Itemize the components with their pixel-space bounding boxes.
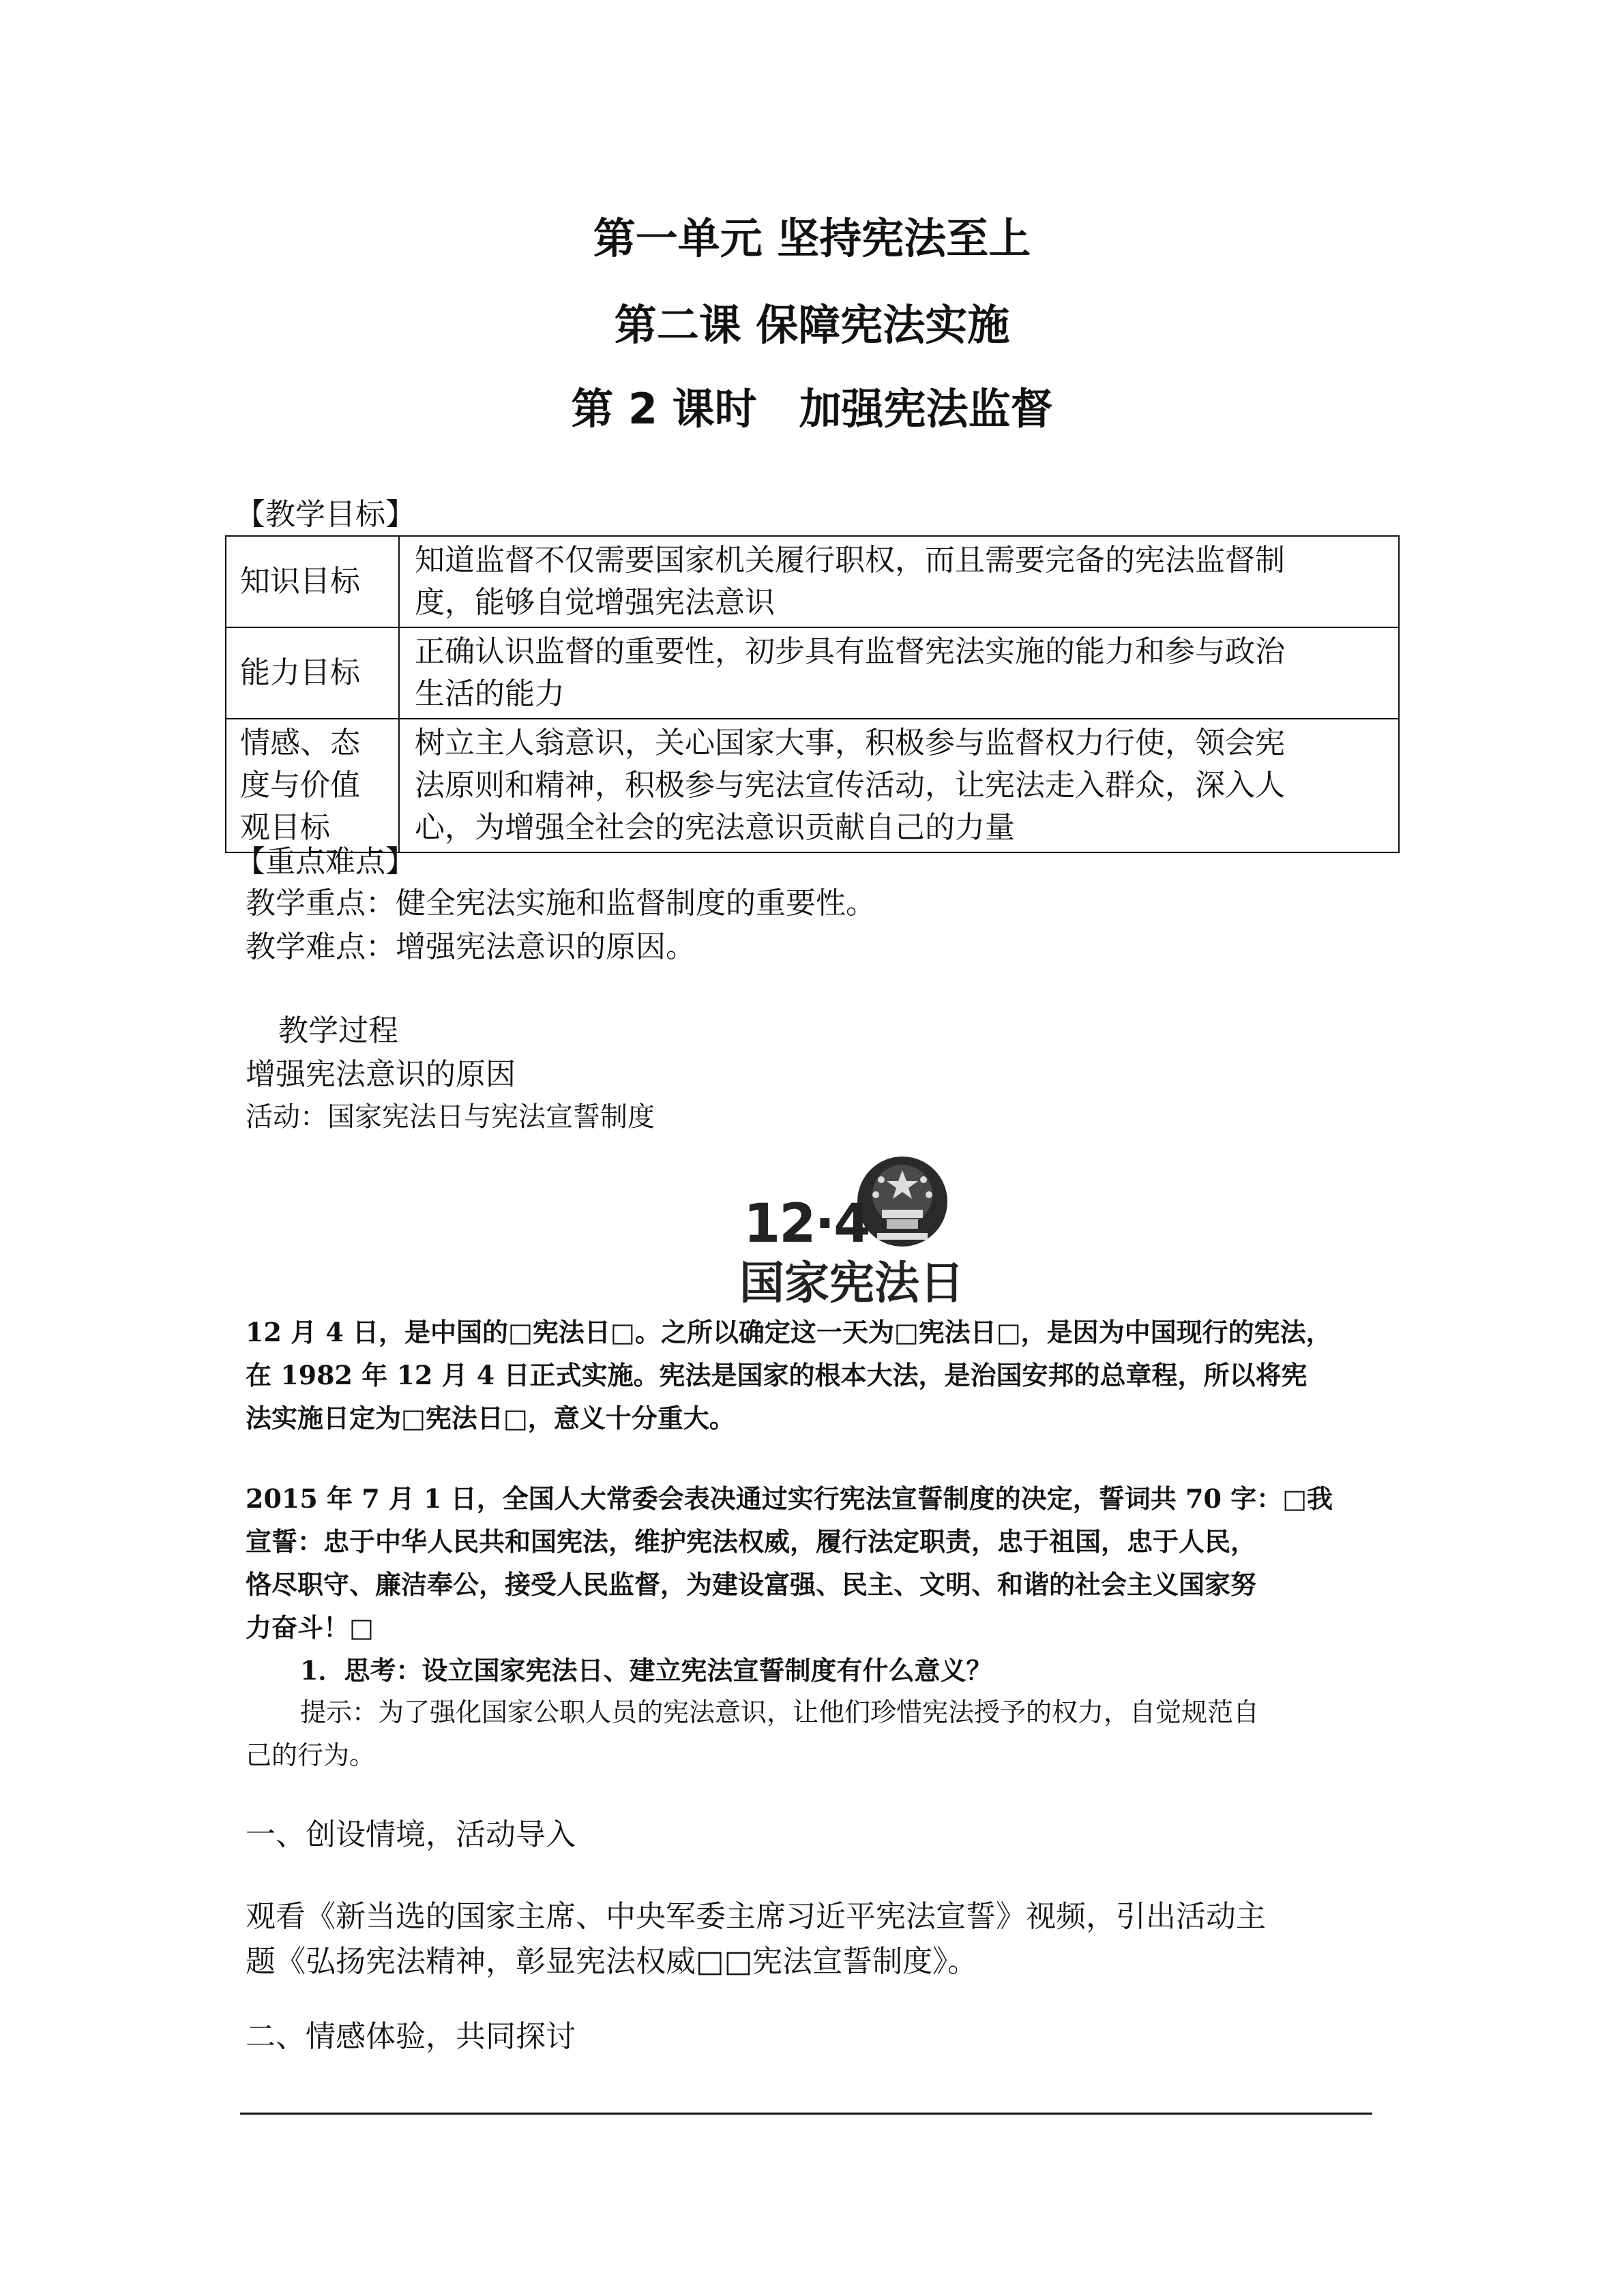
goal-line: 树立主人翁意识，关心国家大事，积极参与监督权力行使，领会宪: [415, 726, 1285, 760]
paragraph-line: 宣誓：忠于中华人民共和国宪法，维护宪法权威，履行法定职责，忠于祖国，忠于人民，: [246, 1526, 1257, 1557]
paragraph-line: 法实施日定为□宪法日□，意义十分重大。: [246, 1403, 735, 1433]
goal-line: 正确认识监督的重要性，初步具有监督宪法实施的能力和参与政治: [415, 634, 1285, 669]
goal-label-line: 情感、态: [240, 726, 360, 760]
reason-heading: 增强宪法意识的原因: [246, 1057, 516, 1092]
paragraph-line: 观看《新当选的国家主席、中央军委主席习近平宪法宣誓》视频，引出活动主: [246, 1899, 1266, 1934]
goal-line: 知道监督不仅需要国家机关履行职权，而且需要完备的宪法监督制: [415, 543, 1285, 578]
paragraph-line: 在 1982 年 12 月 4 日正式实施。宪法是国家的根本大法，是治国安邦的总章程，所以将宪: [246, 1360, 1308, 1390]
period-title: 第 2 课时 加强宪法监督: [571, 384, 1053, 434]
table-row: [226, 719, 1399, 852]
table-row: [226, 536, 1399, 627]
process-heading: 教学过程: [278, 1013, 398, 1048]
watch-paragraph: [246, 1894, 1266, 1984]
goal-label-line: 观目标: [240, 810, 330, 845]
goal-content: [399, 719, 1399, 852]
goal-content: [399, 627, 1399, 719]
teaching-goals-table: [225, 535, 1400, 853]
goal-line: 生活的能力: [415, 676, 565, 711]
goal-label: 知识目标: [226, 536, 399, 627]
table-row: [226, 627, 1399, 719]
paragraph-line: 提示：为了强化国家公职人员的宪法意识，让他们珍惜宪法授予的权力，自觉规范自: [300, 1697, 1260, 1727]
section-two-heading: 二、情感体验，共同探讨: [246, 2019, 576, 2054]
logo-text: 国家宪法日: [739, 1257, 964, 1309]
key-heading: 【重点难点】: [235, 844, 415, 879]
paragraph-line: 己的行为。: [246, 1740, 376, 1770]
goals-heading: 【教学目标】: [235, 497, 415, 532]
goal-label: [226, 719, 399, 852]
constitution-day-logo: [737, 1152, 964, 1309]
logo-date: 12·4: [743, 1193, 870, 1255]
unit-title: 第一单元 坚持宪法至上: [593, 213, 1031, 263]
section-one-heading: 一、创设情境，活动导入: [246, 1817, 576, 1852]
goal-content: [399, 536, 1399, 627]
paragraph-line: 恪尽职守、廉洁奉公，接受人民监督，为建设富强、民主、文明、和谐的社会主义国家努: [246, 1569, 1257, 1600]
oath-paragraph: [246, 1477, 1371, 1649]
think-question: 1．思考：设立国家宪法日、建立宪法宣誓制度有什么意义？: [300, 1655, 992, 1686]
hint-paragraph: [246, 1691, 1371, 1777]
lesson-title: 第二课 保障宪法实施: [614, 300, 1010, 350]
paragraph-line: 力奋斗！□: [246, 1612, 374, 1643]
footer-divider: [240, 2113, 1372, 2115]
goal-line: 心，为增强全社会的宪法意识贡献自己的力量: [415, 810, 1015, 845]
difficulty: 教学难点：增强宪法意识的原因。: [246, 929, 696, 964]
paragraph-line: 12 月 4 日，是中国的□宪法日□。之所以确定这一天为□宪法日□，是因为中国现行的宪法，: [246, 1317, 1332, 1347]
goal-label: 能力目标: [226, 627, 399, 719]
goal-label-line: 度与价值: [240, 768, 360, 803]
key-point: 教学重点：健全宪法实施和监督制度的重要性。: [246, 886, 876, 921]
paragraph-line: 2015 年 7 月 1 日，全国人大常委会表决通过实行宪法宣誓制度的决定，誓词共 70 字：□我: [246, 1483, 1333, 1514]
constitution-day-paragraph: [246, 1311, 1371, 1440]
paragraph-line: 题《弘扬宪法精神，彰显宪法权威□□宪法宣誓制度》。: [246, 1944, 978, 1979]
goal-line: 度，能够自觉增强宪法意识: [415, 585, 775, 620]
goal-line: 法原则和精神，积极参与宪法宣传活动，让宪法走入群众，深入人: [415, 768, 1285, 803]
activity-label: 活动：国家宪法日与宪法宣誓制度: [246, 1101, 655, 1133]
